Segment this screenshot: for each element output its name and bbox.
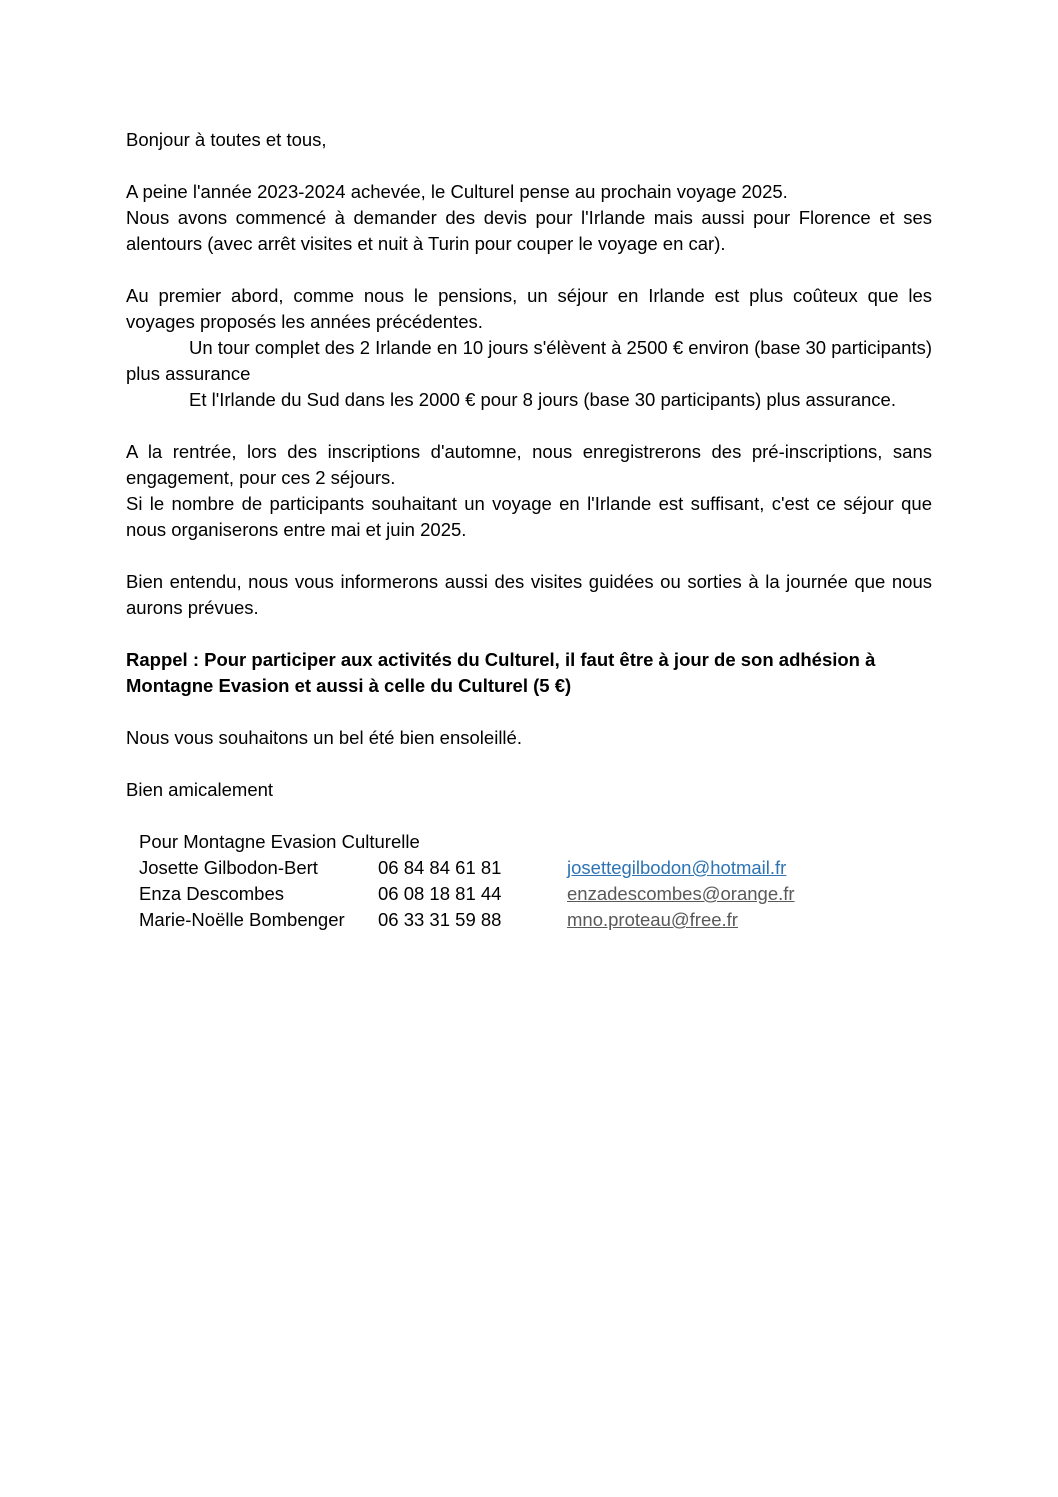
contact-name: Enza Descombes (139, 883, 284, 904)
paragraph-line: Nous avons commencé à demander des devis pour l'Irlande mais aussi pour Florence et ses alentours (avec arrêt visites et nuit à Turin pour couper le voyage en car). (126, 207, 932, 254)
paragraph-visits (126, 569, 932, 621)
signature-org (139, 829, 932, 855)
signature-org-text: Pour Montagne Evasion Culturelle (139, 831, 420, 852)
contact-phone: 06 33 31 59 88 (378, 909, 502, 930)
contact-name: Josette Gilbodon-Bert (139, 857, 318, 878)
contact-email-link[interactable]: enzadescombes@orange.fr (567, 883, 795, 904)
contact-row (139, 881, 932, 907)
contact-phone: 06 08 18 81 44 (378, 883, 502, 904)
contact-email-link[interactable]: josettegilbodon@hotmail.fr (567, 857, 787, 878)
contact-name: Marie-Noëlle Bombenger (139, 909, 345, 930)
greeting-text: Bonjour à toutes et tous, (126, 129, 327, 150)
contact-row (139, 907, 932, 933)
contact-phone: 06 84 84 61 81 (378, 857, 502, 878)
summer-wish (126, 725, 932, 751)
paragraph-line: Bien entendu, nous vous informerons aussi des visites guidées ou sorties à la journée que nous aurons prévues. (126, 571, 932, 618)
closing (126, 777, 932, 803)
paragraph-ireland-cost (126, 283, 932, 413)
letter-body (126, 127, 932, 933)
closing-text: Bien amicalement (126, 779, 274, 800)
greeting (126, 127, 932, 153)
paragraph-next-trip (126, 179, 932, 257)
paragraph-line: A peine l'année 2023-2024 achevée, le Culturel pense au prochain voyage 2025. (126, 181, 788, 202)
paragraph-line: Si le nombre de participants souhaitant un voyage en l'Irlande est suffisant, c'est ce séjour que nous organiserons entre mai et juin 2025. (126, 493, 932, 540)
option-full-tour: Un tour complet des 2 Irlande en 10 jours s'élèvent à 2500 € environ (base 30 participants) plus assurance (126, 337, 932, 384)
paragraph-line: Au premier abord, comme nous le pensions, un séjour en Irlande est plus coûteux que les voyages proposés les années précédentes. (126, 285, 932, 332)
wish-text: Nous vous souhaitons un bel été bien ensoleillé. (126, 727, 522, 748)
option-south-ireland: Et l'Irlande du Sud dans les 2000 € pour 8 jours (base 30 participants) plus assurance. (189, 389, 896, 410)
reminder-notice (126, 647, 886, 699)
signature-block (139, 829, 932, 933)
paragraph-registration (126, 439, 932, 543)
contact-email-link[interactable]: mno.proteau@free.fr (567, 909, 738, 930)
contact-row (139, 855, 932, 881)
reminder-text: Rappel : Pour participer aux activités du Culturel, il faut être à jour de son adhésion à Montagne Evasion et aussi à celle du Culturel (5 €) (126, 649, 876, 696)
paragraph-line: A la rentrée, lors des inscriptions d'automne, nous enregistrerons des pré-inscriptions, sans engagement, pour ces 2 séjours. (126, 441, 932, 488)
